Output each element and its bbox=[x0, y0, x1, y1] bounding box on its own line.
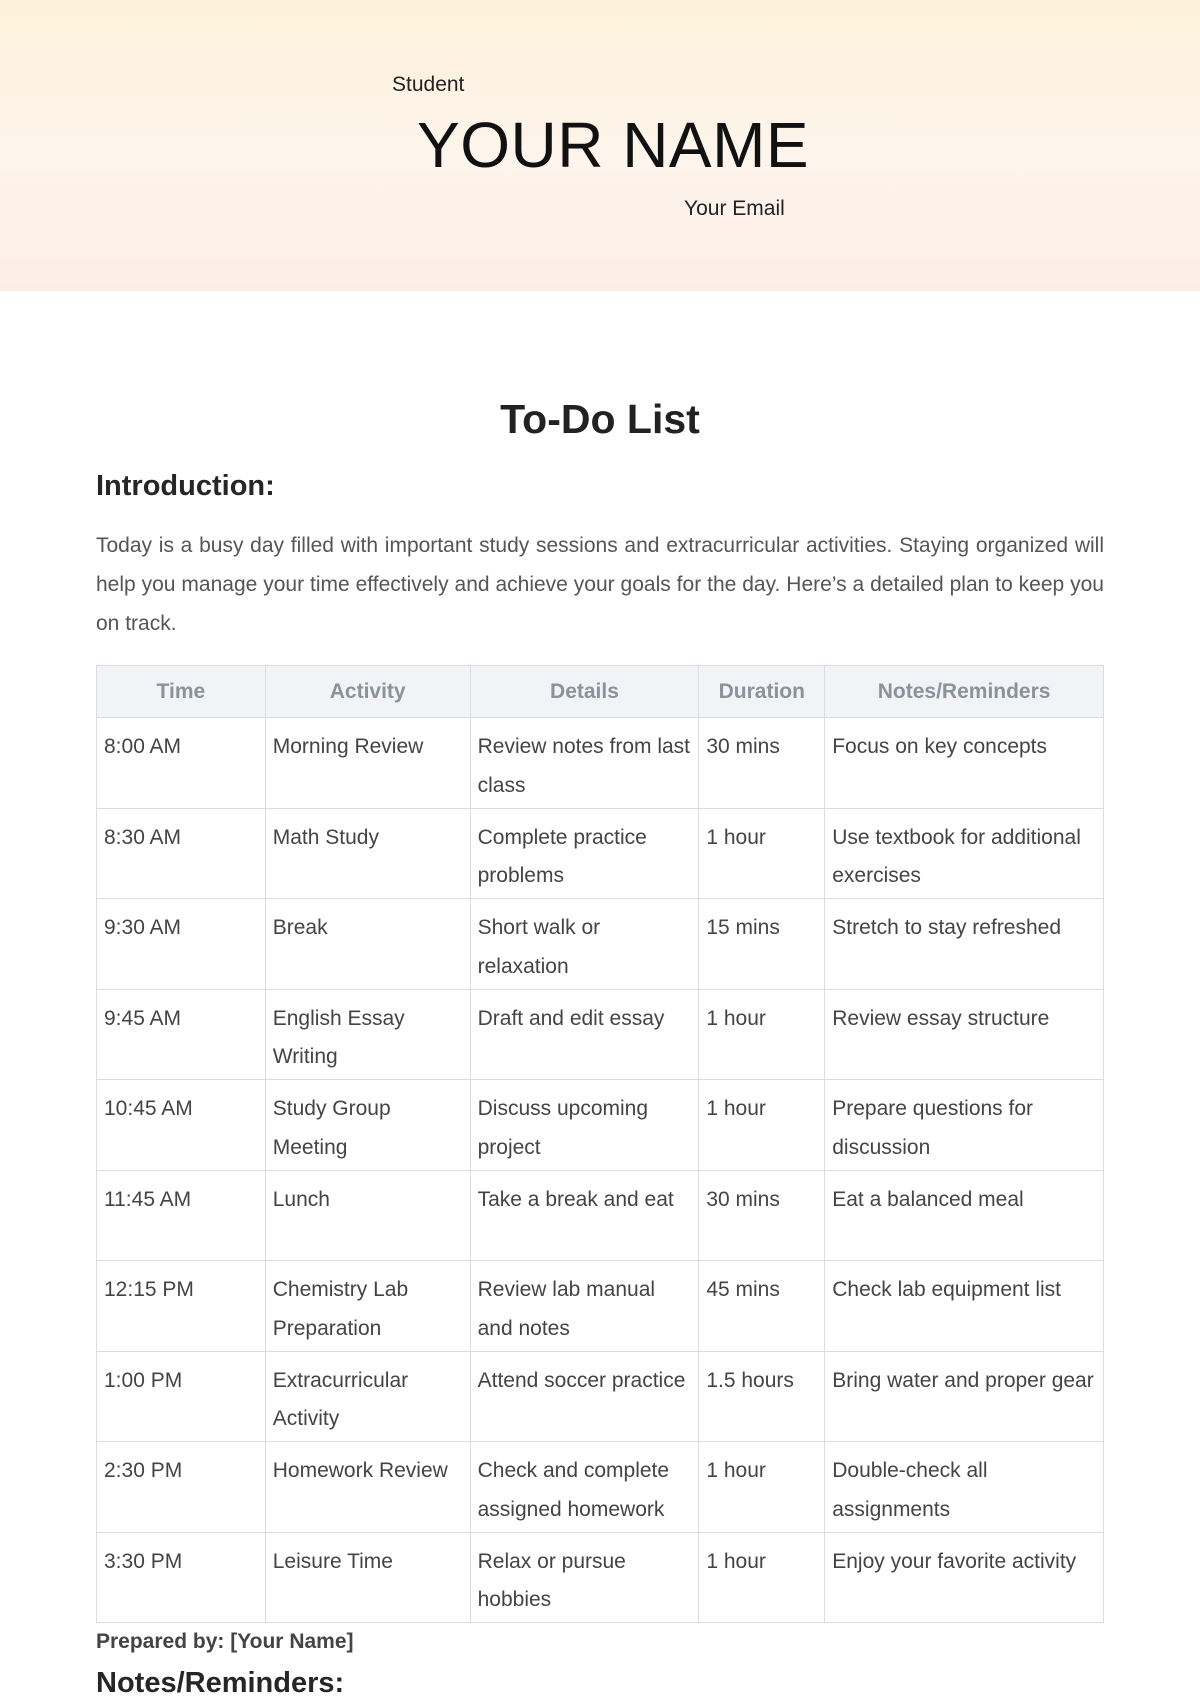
cell-duration: 45 mins bbox=[699, 1261, 825, 1352]
cell-time: 1:00 PM bbox=[97, 1351, 266, 1442]
column-header-activity: Activity bbox=[265, 666, 470, 718]
table-row bbox=[97, 1261, 1104, 1352]
cell-notes: Enjoy your favorite activity bbox=[825, 1532, 1104, 1623]
cell-duration: 1 hour bbox=[699, 1532, 825, 1623]
cell-notes: Double-check all assignments bbox=[825, 1442, 1104, 1533]
cell-details: Draft and edit essay bbox=[470, 989, 699, 1080]
table-row bbox=[97, 899, 1104, 990]
cell-details: Take a break and eat bbox=[470, 1170, 699, 1261]
cell-details: Attend soccer practice bbox=[470, 1351, 699, 1442]
cell-activity: Math Study bbox=[265, 808, 470, 899]
table-row bbox=[97, 1080, 1104, 1171]
cell-duration: 15 mins bbox=[699, 899, 825, 990]
cell-notes: Check lab equipment list bbox=[825, 1261, 1104, 1352]
student-role-label: Student bbox=[392, 73, 465, 96]
cell-details: Check and complete assigned homework bbox=[470, 1442, 699, 1533]
cell-details: Discuss upcoming project bbox=[470, 1080, 699, 1171]
cell-activity: Chemistry Lab Preparation bbox=[265, 1261, 470, 1352]
schedule-table bbox=[96, 665, 1104, 1623]
cell-details: Review lab manual and notes bbox=[470, 1261, 699, 1352]
cell-time: 12:15 PM bbox=[97, 1261, 266, 1352]
cell-duration: 1 hour bbox=[699, 808, 825, 899]
cell-notes: Eat a balanced meal bbox=[825, 1170, 1104, 1261]
page-title: To-Do List bbox=[500, 396, 700, 442]
cell-notes: Use textbook for additional exercises bbox=[825, 808, 1104, 899]
cell-duration: 30 mins bbox=[699, 718, 825, 809]
column-header-details: Details bbox=[470, 666, 699, 718]
column-header-notes: Notes/Reminders bbox=[825, 666, 1104, 718]
cell-notes: Focus on key concepts bbox=[825, 718, 1104, 809]
student-email: Your Email bbox=[684, 197, 785, 220]
table-row bbox=[97, 808, 1104, 899]
table-row bbox=[97, 1532, 1104, 1623]
table-header-row bbox=[97, 666, 1104, 718]
prepared-by: Prepared by: [Your Name] bbox=[96, 1630, 354, 1653]
cell-notes: Bring water and proper gear bbox=[825, 1351, 1104, 1442]
cell-notes: Review essay structure bbox=[825, 989, 1104, 1080]
cell-time: 3:30 PM bbox=[97, 1532, 266, 1623]
cell-duration: 30 mins bbox=[699, 1170, 825, 1261]
cell-duration: 1 hour bbox=[699, 989, 825, 1080]
cell-time: 10:45 AM bbox=[97, 1080, 266, 1171]
student-name: YOUR NAME bbox=[417, 109, 810, 181]
cell-details: Review notes from last class bbox=[470, 718, 699, 809]
cell-details: Complete practice problems bbox=[470, 808, 699, 899]
cell-time: 9:45 AM bbox=[97, 989, 266, 1080]
cell-activity: English Essay Writing bbox=[265, 989, 470, 1080]
intro-heading: Introduction: bbox=[96, 470, 275, 502]
intro-paragraph: Today is a busy day filled with important study sessions and extracurricular activities. Staying organized will help you manage your time effectively and achieve your goals for the day. Here’s a detailed plan to keep you on track. bbox=[96, 534, 1104, 635]
cell-activity: Extracurricular Activity bbox=[265, 1351, 470, 1442]
table-row bbox=[97, 989, 1104, 1080]
cell-duration: 1.5 hours bbox=[699, 1351, 825, 1442]
table-row bbox=[97, 718, 1104, 809]
cell-details: Short walk or relaxation bbox=[470, 899, 699, 990]
table-row bbox=[97, 1351, 1104, 1442]
cell-time: 11:45 AM bbox=[97, 1170, 266, 1261]
cell-notes: Stretch to stay refreshed bbox=[825, 899, 1104, 990]
table-row bbox=[97, 1170, 1104, 1261]
cell-duration: 1 hour bbox=[699, 1442, 825, 1533]
table-row bbox=[97, 1442, 1104, 1533]
cell-time: 8:00 AM bbox=[97, 718, 266, 809]
cell-activity: Morning Review bbox=[265, 718, 470, 809]
cell-activity: Study Group Meeting bbox=[265, 1080, 470, 1171]
cell-duration: 1 hour bbox=[699, 1080, 825, 1171]
cell-details: Relax or pursue hobbies bbox=[470, 1532, 699, 1623]
cell-activity: Lunch bbox=[265, 1170, 470, 1261]
cell-activity: Homework Review bbox=[265, 1442, 470, 1533]
cell-activity: Leisure Time bbox=[265, 1532, 470, 1623]
cell-time: 8:30 AM bbox=[97, 808, 266, 899]
header-banner bbox=[0, 0, 1200, 291]
column-header-time: Time bbox=[97, 666, 266, 718]
column-header-duration: Duration bbox=[699, 666, 825, 718]
notes-heading: Notes/Reminders: bbox=[96, 1667, 345, 1699]
cell-activity: Break bbox=[265, 899, 470, 990]
cell-time: 9:30 AM bbox=[97, 899, 266, 990]
cell-time: 2:30 PM bbox=[97, 1442, 266, 1533]
cell-notes: Prepare questions for discussion bbox=[825, 1080, 1104, 1171]
